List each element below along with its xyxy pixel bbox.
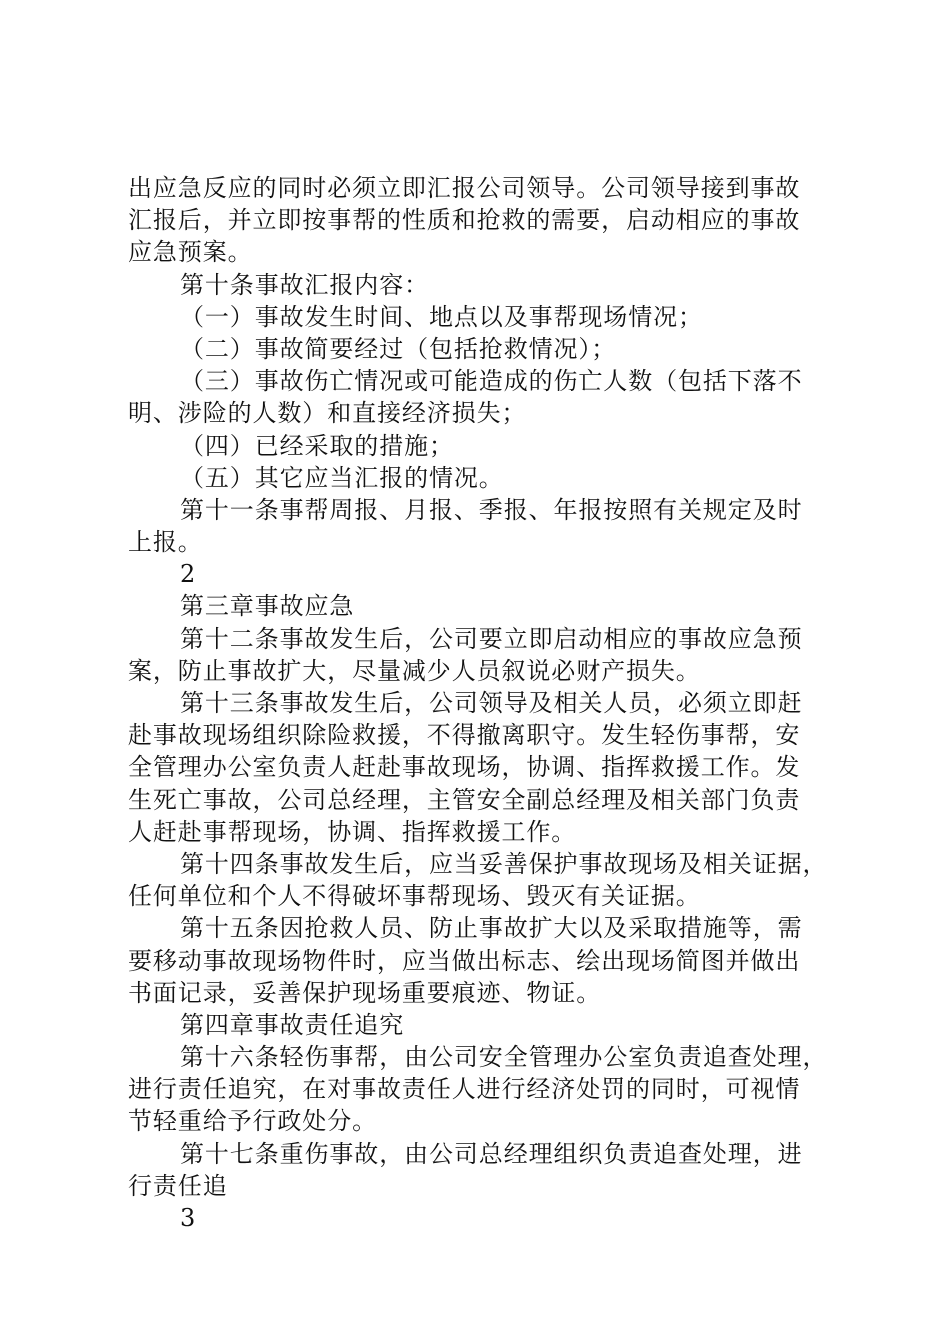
text-line: 人赶赴事帮现场，协调、指挥救援工作。 — [128, 817, 577, 846]
text-line: 全管理办公室负责人赶赴事故现场，协调、指挥救援工作。发 — [128, 753, 801, 782]
text-line: 要移动事故现场物件时，应当做出标志、绘出现场简图并做出 — [128, 946, 801, 975]
text-line: 应急预案。 — [128, 238, 253, 267]
text-line: 出应急反应的同时必须立即汇报公司领导。公司领导接到事故 — [128, 174, 801, 202]
text-line: 书面记录，妥善保护现场重要痕迹、物证。 — [128, 978, 602, 1007]
list-item: （五）其它应当汇报的情况。 — [180, 463, 504, 492]
text-line: 赴事故现场组织除险救援，不得撤离职守。发生轻伤事帮，安 — [128, 721, 801, 750]
list-item: （一）事故发生时间、地点以及事帮现场情况； — [180, 302, 703, 331]
text-line: 进行责任追究，在对事故责任人进行经济处罚的同时，可视情 — [128, 1075, 801, 1104]
list-item: （二）事故简要经过（包括抢救情况）； — [180, 334, 617, 363]
text-line: 生死亡事故，公司总经理，主管安全副总经理及相关部门负责 — [128, 785, 801, 814]
text-line: 汇报后，并立即按事帮的性质和抢救的需要，启动相应的事故 — [128, 206, 801, 235]
document-page — [128, 172, 840, 1234]
article-paragraph: 第十五条因抢救人员、防止事故扩大以及采取措施等，需 — [180, 914, 803, 943]
article-heading: 第十条事故汇报内容： — [180, 270, 429, 299]
article-paragraph: 第十七条重伤事故，由公司总经理组织负责追查处理，进 — [180, 1139, 803, 1168]
article-paragraph: 第十六条轻伤事帮，由公司安全管理办公室负责追查处理， — [180, 1043, 828, 1072]
article-paragraph: 第十二条事故发生后，公司要立即启动相应的事故应急预 — [180, 624, 803, 653]
page-number: 2 — [180, 560, 197, 589]
text-line: 案，防止事故扩大，尽量减少人员叙说必财产损失。 — [128, 656, 701, 685]
list-item: （三）事故伤亡情况或可能造成的伤亡人数（包括下落不 — [180, 367, 803, 396]
chapter-heading: 第三章事故应急 — [180, 592, 355, 621]
article-paragraph: 第十三条事故发生后，公司领导及相关人员，必须立即赶 — [180, 689, 803, 717]
chapter-heading: 第四章事故责任追究 — [180, 1010, 405, 1039]
text-line: 任何单位和个人不得破坏事帮现场、毁灭有关证据。 — [128, 882, 701, 911]
list-item: （四）已经采取的措施； — [180, 431, 454, 460]
article-paragraph: 第十四条事故发生后，应当妥善保护事故现场及相关证据， — [180, 849, 828, 878]
article-paragraph: 第十一条事帮周报、月报、季报、年报按照有关规定及时 — [180, 495, 803, 524]
page-number: 3 — [180, 1204, 197, 1232]
text-line: 上报。 — [128, 528, 203, 557]
text-line: 节轻重给予行政处分。 — [128, 1107, 377, 1136]
text-line: 行责任追 — [128, 1171, 228, 1200]
text-line: 明、涉险的人数）和直接经济损失； — [128, 399, 527, 428]
